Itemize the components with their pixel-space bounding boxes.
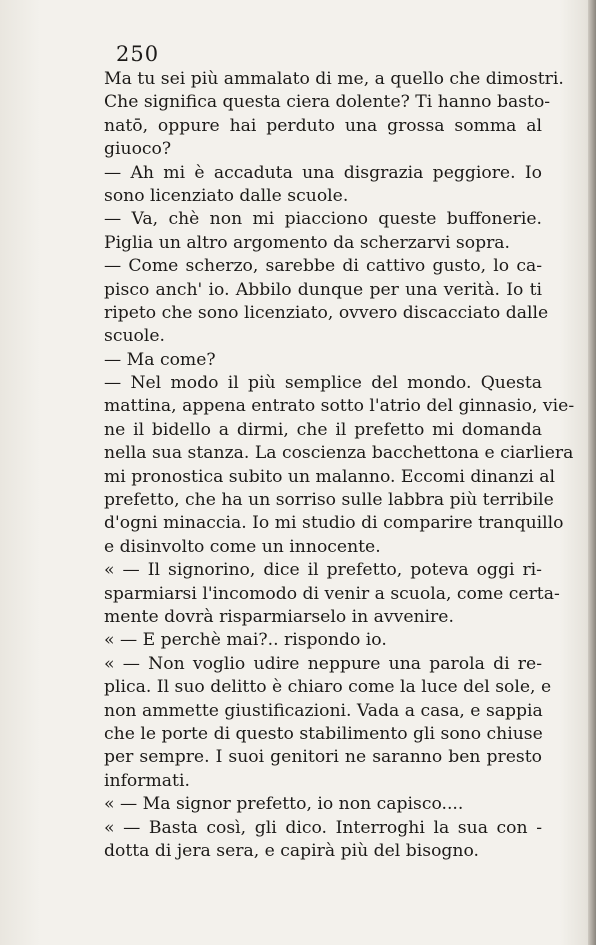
text-line: — Nel modo il più semplice del mondo. Questa <box>104 373 542 394</box>
text-line: « — E perchè mai?.. rispondo io. <box>104 630 387 651</box>
text-line: Ma tu sei più ammalato di me, a quello che dimostri. <box>104 69 564 89</box>
text-line: informati. <box>104 770 190 791</box>
text-line: ripeto che sono licenziato, ovvero discacciato dalle <box>104 302 549 323</box>
text-line: ne il bidello a dirmi, che il prefetto mi domanda <box>104 419 542 440</box>
text-line: sparmiarsi l'incomodo di venir a scuola, come certa- <box>104 583 560 604</box>
text-line: pisco anch' io. Abbilo dunque per una verità. Io ti <box>104 279 542 300</box>
text-line: dotta di jera sera, e capirà più del bisogno. <box>104 840 479 861</box>
text-line: Piglia un altro argomento da scherzarvi sopra. <box>104 232 511 253</box>
text-line: « — Non voglio udire neppure una parola di re- <box>104 653 542 674</box>
text-line: — Ma come? <box>104 349 216 370</box>
text-line: mi pronostica subito un malanno. Eccomi dinanzi al <box>104 466 555 487</box>
text-line: sono licenziato dalle scuole. <box>104 185 349 206</box>
page-number: 250 <box>116 42 160 66</box>
text-line: — Va, chè non mi piacciono queste buffonerie. <box>104 209 542 230</box>
text-line: d'ogni minaccia. Io mi studio di comparire tranquillo <box>104 513 564 534</box>
text-line: che le porte di questo stabilimento gli sono chiuse <box>104 723 543 744</box>
text-line: e disinvolto come un innocente. <box>104 536 381 557</box>
text-line: — Come scherzo, sarebbe di cattivo gusto, lo ca- <box>104 256 542 277</box>
text-line: « — Ma signor prefetto, io non capisco.... <box>104 794 464 815</box>
text-line: prefetto, che ha un sorriso sulle labbra più terribile <box>104 490 554 511</box>
text-line: natō, oppure hai perduto una grossa somma al <box>104 115 542 136</box>
text-line: scuole. <box>104 326 165 347</box>
text-line: « — Il signorino, dice il prefetto, poteva oggi ri- <box>104 560 542 581</box>
page-edge-shadow <box>588 0 596 945</box>
text-line: mente dovrà risparmiarselo in avvenire. <box>104 606 454 627</box>
text-line: giuoco? <box>104 139 172 160</box>
text-line: « — Basta così, gli dico. Interroghi la sua con - <box>104 817 542 838</box>
text-line: Che significa questa ciera dolente? Ti hanno basto- <box>104 92 551 113</box>
text-line: per sempre. I suoi genitori ne saranno ben presto <box>104 747 542 768</box>
text-line: — Ah mi è accaduta una disgrazia peggiore. Io <box>104 162 542 183</box>
text-line: nella sua stanza. La coscienza bacchettona e ciarliera <box>104 443 574 464</box>
text-line: plica. Il suo delitto è chiaro come la luce del sole, e <box>104 677 552 698</box>
text-line: non ammette giustificazioni. Vada a casa, e sappia <box>104 700 543 721</box>
body-text <box>104 68 575 863</box>
text-line: mattina, appena entrato sotto l'atrio del ginnasio, vie- <box>104 396 575 417</box>
